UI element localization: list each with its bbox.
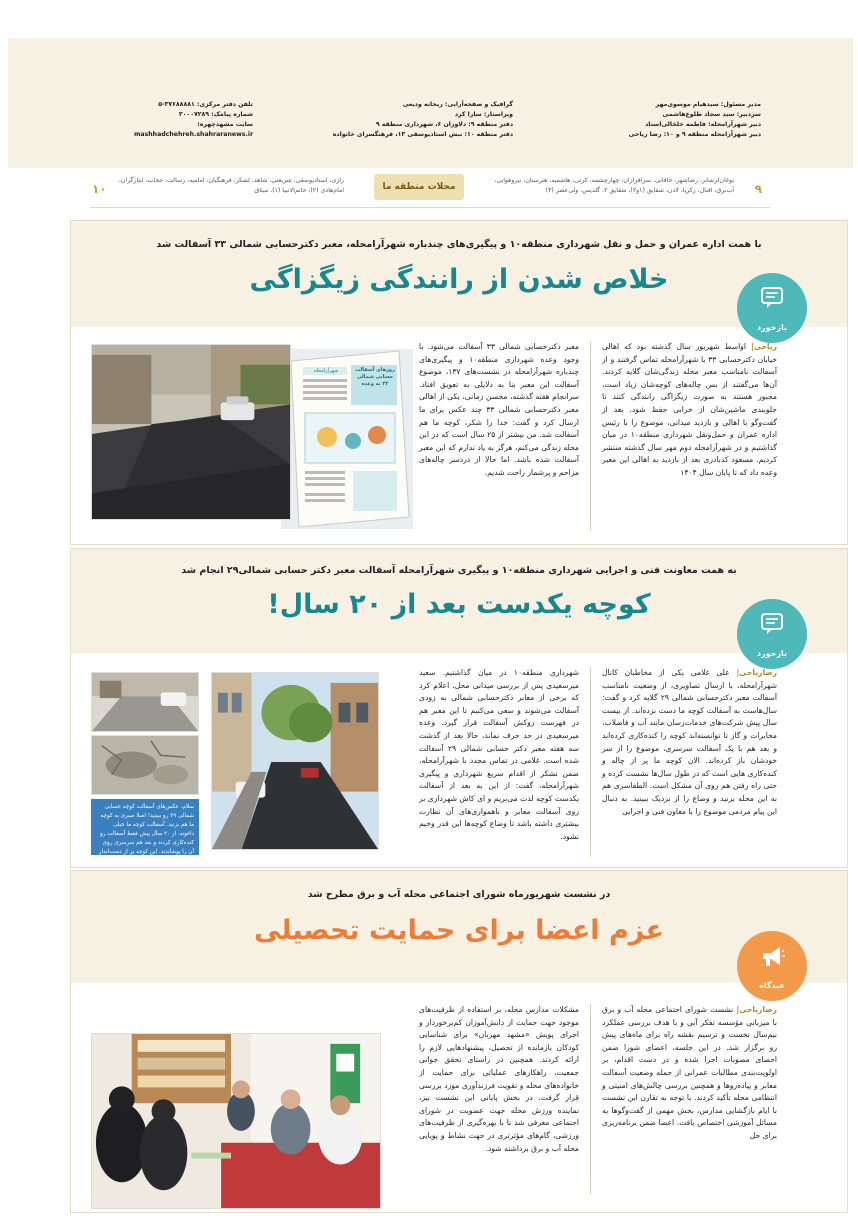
masthead-line: دفتر منطقه ۱۰: نبش استادیوسفی ۱۳، فرهنگسرای خانواده xyxy=(332,131,513,138)
masthead-staff xyxy=(629,100,761,140)
newspaper-clipping-image xyxy=(281,349,413,529)
masthead-line: ویراستار: سارا کرد xyxy=(454,111,513,118)
column-divider xyxy=(590,1004,591,1194)
masthead-line: تلفن دفتر مرکزی: ۳۷۶۸۸۸۸۱-۵ xyxy=(158,101,253,108)
masthead-line: دفتر منطقه ۹: دلاوران ۶، شهرداری منطقه ۹ xyxy=(375,121,513,128)
byline: رضاریاحی| xyxy=(736,668,778,677)
masthead-offices xyxy=(333,100,513,140)
section-ribbon xyxy=(90,168,770,208)
article-text: معبر دکترحسابی شمالی ۳۳ آسفالت می‌شود. با وجود وعده شهرداری منطقه۱۰ و پیگیری‌های چندباره شهرآرامحله در نشست‌های ۱۳۷، موضوع آسفالت این معبر بنا به دلایلی به تعویق افتاد. سرانجام هفته گذشته، محسن زمانی، یکی از اهالی معبر دکترحسابی شمالی ۳۳ چند عکس برای ما ارسال کرد و گفت: خدا را شکر، کوچه ما هم آسفالت شد. من بیشتر از ۲۵ سال است که در این محله زندگی می‌کنم، هرگز به یاد ندارم که این معبر آسفالت شده باشد. اما حالا از دردسر چاله‌های مزاحم و پرشمار راحت شدیم. xyxy=(419,342,579,477)
page-number-right: ۹ xyxy=(754,182,762,196)
article-header xyxy=(71,871,847,983)
article-column-right xyxy=(602,341,777,480)
article-headline: عزم اعضا برای حمایت تحصیلی xyxy=(254,915,664,946)
article-text: اواسط شهریور سال گذشته بود که اهالی خیابان دکترحسابی ۳۳ با شهرآرامحله تماس گرفتند و از آسفالت نامناسب معبر محله زندگی‌شان گلایه کردند. آن‌ها می‌گفتند از بس چاله‌های کوچه‌شان زیاد است، مجبور هستند به صورت زیگزاگی رانندگی کنند تا جلوبندی ماشین‌شان از خرابی حفظ شود. بعد از گفت‌وگو با اهالی و بازدید میدانی، موضوع را با رئیس اداره عمران و حمل‌ونقل شهرداری منطقه۱۰ در میان گذاشتیم و در شهرآرامحله دوم مهر سال گذشته منتشر کردیم. مسعود کدبادری بعد از بازدید به اهالی این معبر وعده داد که تا پایان سال ۱۴۰۴ xyxy=(602,342,777,477)
council-meeting-photo xyxy=(91,1033,381,1209)
section-badge-feedback xyxy=(737,273,807,343)
article-card xyxy=(70,220,848,545)
article-headline: کوچه یکدست بعد از ۲۰ سال! xyxy=(267,589,651,620)
masthead xyxy=(8,38,853,168)
column-divider xyxy=(590,667,591,857)
article-column-mid xyxy=(419,1004,579,1155)
section-badge-eidgah xyxy=(737,931,807,1001)
districts-list-right: نوغان‌لرشاتر، رضاشهر، خاقانی، سرافرازان، چهارچشمه، کرتی، هاشمیه، هنرستان، نیروهوایی، آب‌برق، اقبال، زکریا، لادن، شقایق (۱و۲)، شقایق ۲، گلدیس، ولی‌عصر (۳) xyxy=(494,177,734,194)
badge-label: عیدگاه xyxy=(759,981,785,990)
article-column-right xyxy=(602,667,777,818)
article-text: نشست شورای اجتماعی محله آب و برق با میزبانی مؤسسه تفکر آبی و با هدف بررسی عملکرد نیم‌سال نخست و ترسیم نقشه راه برای ماه‌های پیش رو برگزار شد. در این جلسه، اعضای شورا ضمن احصای مصوبات اجرا شده و در دست اقدام، بر اولویت‌بندی مطالبات عمرانی از جمله وضعیت آسفالت معابر و پیاده‌روها و همچنین بررسی چالش‌های امنیتی و انتظامی محله تأکید کردند. با توجه به تقارن این نشست با ایام بازگشایی مدارس، بخش مهمی از گفت‌وگوها به مسائل آموزشی اختصاص یافت. اعضا ضمن برنامه‌ریزی برای حل xyxy=(602,1005,777,1140)
masthead-line: سردبیر: سید سجاد طلوع‌هاشمی xyxy=(662,111,761,118)
article-text: شهرداری منطقه۱۰ در میان گذاشتیم. سعید میرسعیدی پس از بررسی میدانی محل، اعلام کرد که برخی از معابر دکترحسابی شمالی به زودی آسفالت می‌شوند و سعی می‌کنیم تا این معبر هم در فهرست روکش آسفالت قرار گیرد. وعده میرسعیدی در حد حرف نماند، حالا بعد از گذشت سه هفته معبر دکتر حسابی شمالی ۲۹ آسفالت شده است. غلامی در تماس مجدد با شهرآرامحله، ضمن تشکر از اقدام سریع شهرداری و پیگیری شهرآرامحله، گفت: از این به بعد از آسفالت یکدست کوچه لذت می‌بریم و ای کاش شهرداری بر روی آسفالت معابر و ناهمواری‌های آن نظارت بیشتری داشته باشد تا وضاع کوچه‌ها این قدر وخیم نشود. xyxy=(419,668,579,841)
new-asphalt-alley-photo xyxy=(211,672,379,850)
article-text: علی غلامی یکی از مخاطبان کانال شهرآرامحله، با ارسال تصاویری، از وضعیت نامناسب آسفالت معبر دکترحسابی شمالی ۲۹ گلایه کرد و گفت: سال‌هاست به آسفالت کوچه ما دست نزده‌اند. از بیست سال پیش شرکت‌های خدمات‌رسان مانند آب و فاضلاب، مخابرات و گاز تا توانسته‌اند کوچه را کنده‌کاری کرده‌اند و بعد هم با یک آسفالت سرسری، موضوع را از سر خودشان باز کرده‌اند. الان کوچه ما پر از چاله و کنده‌کاری هایی است که در طول سال‌ها نشست کرده و حتی راه رفتن هم روی آن مشکل است. الطفاسری هم به این محله بزنید و وضاع را از نزدیک ببینید. به دنبال این پیام مردمی موضوع را با معاون فنی و اجرایی xyxy=(602,668,777,816)
article-headline: خلاص شدن از رانندگی زیگزاگی xyxy=(249,264,669,295)
article-card xyxy=(70,548,848,868)
masthead-line: دبیر شهرآرامحله منطقه ۹ و ۱۰: رضا ریاحی xyxy=(628,131,761,138)
damaged-alley-photo-bottom xyxy=(91,735,199,795)
feedback-chat-icon xyxy=(759,285,785,311)
masthead-contact xyxy=(134,100,253,140)
badge-label: بازخورد xyxy=(756,649,788,658)
clipping-subtitle: شهرآرامحله xyxy=(313,368,339,374)
article-kicker: با همت اداره عمران و حمل و نقل شهرداری منطقه۱۰ و پیگیری‌های چندباره شهرآرامحله، معبر دکترحسابی شمالی ۳۳ آسفالت شد xyxy=(156,239,762,250)
article-text: مشکلات مدارس محله، بر استفاده از ظرفیت‌های موجود جهت حمایت از دانش‌آموزان کم‌برخوردار و اجرای پویش «مشهد مهربان» برای شناسایی کودکان بازمانده از تحصیل، پیشنهادهایی لازم را ارائه کردند. همچنین در راستای تحقق جوانی جمعیت، راهکارهای عملیاتی برای حمایت از خانواده‌های محله و تقویت فرزندآوری مورد بررسی قرار گرفت. در بخش پایانی این نشست نیز، نماینده ورزش محله جهت عضویت در شورای اجتماعی معرفی شد تا با بهره‌گیری از ظرفیت‌های ورزشی، گام‌های مؤثرتری در جهت نشاط و پویایی محله آب و برق برداشته شود. xyxy=(419,1005,579,1153)
article-header xyxy=(71,549,847,653)
masthead-line: گرافیک و صفحه‌آرایی: ریحانه ودیعی xyxy=(402,101,513,108)
masthead-line: دبیر شهرآرامحله: فاطمه خلخالی‌استاد xyxy=(645,121,761,128)
masthead-line: مدیر مسئول: سیدهیام موسوی‌مهر xyxy=(655,101,761,108)
article-column-mid xyxy=(419,667,579,843)
masthead-website[interactable]: mashhadchehreh.shahraranews.ir xyxy=(133,131,253,138)
section-badge-feedback xyxy=(737,599,807,669)
megaphone-icon xyxy=(759,943,785,969)
reader-message-caption: سلام، عکس‌های آسفالت کوچه حسابی شمالی ۲۹ رو ببینید! اصلا صبری به کوچه ما هم بزنید. آسفالت کوچه ما خیلی داغونه. از ۲۰ سال پیش فقط آسفالت رو کنده‌کاری کردند و بعد هم سرسری روی آن را پوشاندند. این کوچه پر از دست‌انداز است! xyxy=(91,799,199,855)
article-header xyxy=(71,221,847,327)
article-column-mid xyxy=(419,341,579,480)
badge-label: بازخورد xyxy=(756,323,788,332)
damaged-alley-photo-top xyxy=(91,672,199,732)
asphalted-street-photo xyxy=(91,344,291,520)
feedback-chat-icon xyxy=(759,611,785,637)
page-number-left: ۱۰ xyxy=(92,182,107,196)
article-column-right xyxy=(602,1004,777,1143)
districts-list-left: رازی، استادیوسفی، شریعتی، شاهد، لشکر، فرهنگیان، امامیه، رسالت، حجاب، ایثارگران، امام‌هادی (۲)، خانم‌الانبیا (۱)، میثاق xyxy=(118,177,344,194)
newspaper-page xyxy=(8,38,853,1213)
section-badge: محلات منطقه ما xyxy=(374,174,464,200)
clipping-title: روزهای آسفالت حسابی شمالی ۳۳ به وعده xyxy=(355,367,395,387)
column-divider xyxy=(590,341,591,531)
article-card xyxy=(70,870,848,1213)
masthead-line: شماره پیامک: ۳۰۰۰۷۲۸۹ xyxy=(178,111,253,118)
byline: رضاریاحی| xyxy=(736,1005,777,1014)
masthead-line: سایت مشهدچهره: xyxy=(197,121,253,128)
byline: ریاحی| xyxy=(750,342,777,351)
article-kicker: در نشست شهریورماه شورای اجتماعی محله آب و برق مطرح شد xyxy=(307,889,611,900)
article-kicker: به همت معاونت فنی و اجرایی شهرداری منطقه۱۰ و پیگیری شهرآرامحله آسفالت معبر دکتر حسابی شمالی۲۹ انجام شد xyxy=(181,565,737,576)
